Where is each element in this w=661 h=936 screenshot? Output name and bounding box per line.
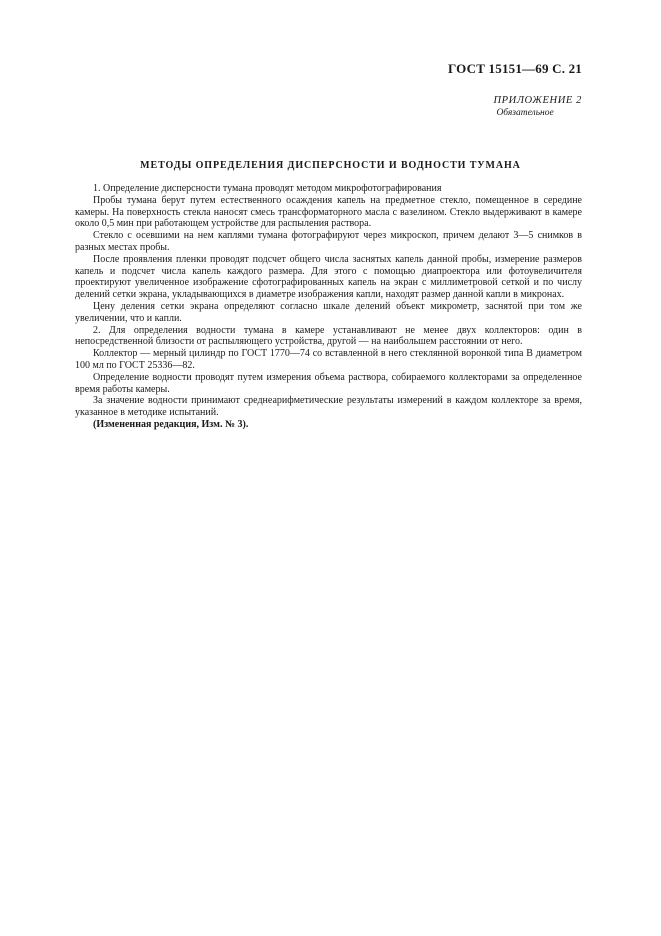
appendix-note: Обязательное [496, 108, 554, 118]
paragraph-photography: Стекло с осевшими на нем каплями тумана фотографируют через микроскоп, причем делают 3—5 снимков в разных местах пробы. [75, 230, 582, 253]
paragraph-1-dispersity-method: 1. Определение дисперсности тумана проводят методом микрофотографирования [93, 183, 442, 194]
paragraph-measurement: Определение водности проводят путем измерения объема раствора, собираемого коллекторами за определенное время работы камеры. [75, 371, 582, 395]
paragraph-counting: После проявления пленки проводят подсчет общего числа заснятых капель данной пробы, измерение размеров капель и подсчет числа капель каждого размера. Для этого с помощью диапроектора или фотоувеличителя проектируют увеличенное изображение сфотографированных капель на экран с миллиметровой сеткой и по числу делений сетки экрана, укладывающихся в диаметре изображения капли, находят размер данной капли в микронах. [75, 253, 582, 301]
paragraph-grid-scale: Цену деления сетки экрана определяют согласно шкале делений объект микрометр, заснятой при том же увеличении, что и капли. [75, 300, 582, 324]
appendix-block [493, 95, 582, 118]
amendment-note: (Измененная редакция, Изм. № 3). [93, 418, 249, 430]
paragraph-collector: Коллектор — мерный цилиндр по ГОСТ 1770—74 со вставленной в него стеклянной воронкой типа В диаметром 100 мл по ГОСТ 25336—82. [75, 348, 582, 371]
appendix-title: ПРИЛОЖЕНИЕ 2 [493, 95, 582, 106]
page-header: ГОСТ 15151—69 С. 21 [448, 61, 582, 76]
section-title: МЕТОДЫ ОПРЕДЕЛЕНИЯ ДИСПЕРСНОСТИ И ВОДНОСТИ ТУМАНА [140, 160, 521, 171]
paragraph-averaging: За значение водности принимают среднеарифметические результаты измерений в каждом коллекторе за время, указанное в методике испытаний. [75, 395, 582, 419]
paragraph-sampling: Пробы тумана берут путем естественного осаждения капель на предметное стекло, помещенное в середине камеры. На поверхность стекла наносят смесь трансформаторного масла с вазелином. Стекло выдерживают в камере около 0,5 мин при работающем устройстве для распыления раствора. [75, 194, 582, 230]
paragraph-2-water-content: 2. Для определения водности тумана в камере устанавливают не менее двух коллекторов: один в непосредственной близости от распыляющего устройства, другой — на наибольшем расстоянии от него. [75, 324, 582, 348]
body-text [75, 183, 582, 431]
